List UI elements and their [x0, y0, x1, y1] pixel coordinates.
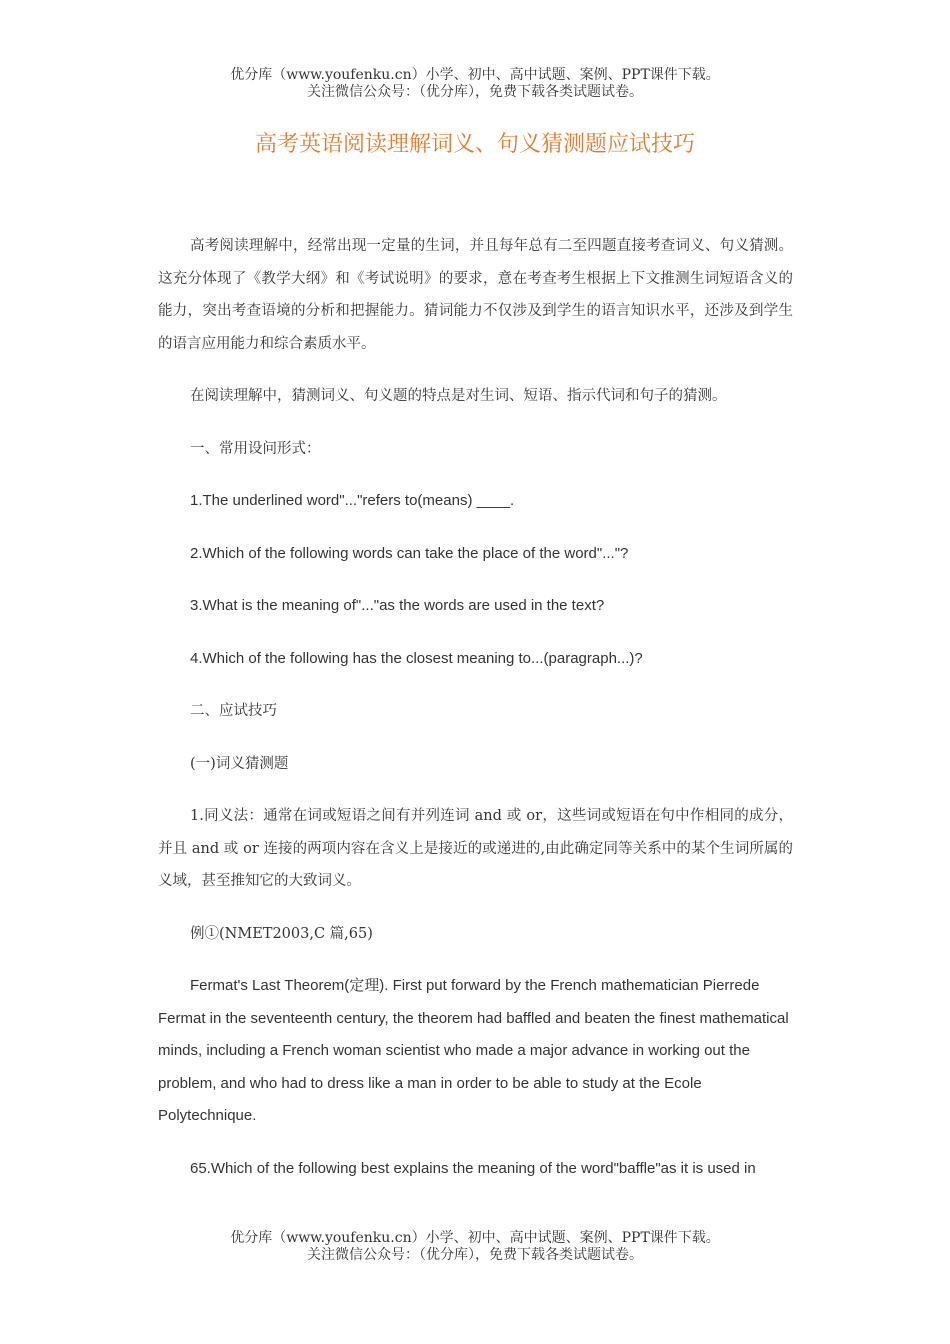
- question-form-3: 3.What is the meaning of"..."as the words are used in the text?: [190, 597, 605, 614]
- example-question-65: 65.Which of the following best explains the meaning of the word"baffle"as it is used in: [190, 1159, 756, 1177]
- subsection-heading-word-guessing: (一)词义猜测题: [190, 755, 289, 772]
- header-line-1: 优分库（www.youfenku.cn）小学、初中、高中试题、案例、PPT课件下载。: [230, 67, 720, 83]
- header-line-2: 关注微信公众号：（优分库），免费下载各类试题试卷。: [307, 84, 643, 100]
- footer-line-2: 关注微信公众号：（优分库），免费下载各类试题试卷。: [307, 1247, 643, 1263]
- page-header: [0, 67, 950, 101]
- section-heading-techniques: 二、应试技巧: [190, 703, 277, 719]
- example-label: 例①(NMET2003,C 篇,65): [190, 925, 373, 942]
- example-passage: Fermat's Last Theorem(定理). First put forward by the French mathematician Pierrede Fermat in the seventeenth century, the theorem had baffled and beaten the finest mathematical minds, including a French woman scientist who made a major advance in working out the problem, and who had to dress like a man in order to be able to study at the Ecole Polytechnique.: [158, 977, 789, 1124]
- intro-paragraph: 高考阅读理解中，经常出现一定量的生词，并且每年总有二至四题直接考查词义、句义猜测。这充分体现了《教学大纲》和《考试说明》的要求，意在考查考生根据上下文推测生词短语含义的能力，突出考查语境的分析和把握能力。猜词能力不仅涉及到学生的语言知识水平，还涉及到学生的语言应用能力和综合素质水平。: [158, 238, 793, 352]
- document-title: 高考英语阅读理解词义、句义猜测题应试技巧: [254, 132, 695, 157]
- question-form-4: 4.Which of the following has the closest meaning to...(paragraph...)?: [190, 649, 643, 667]
- document-body: [158, 230, 793, 1185]
- section-heading-question-forms: 一、常用设问形式：: [190, 440, 321, 457]
- method-synonym-paragraph: 1.同义法：通常在词或短语之间有并列连词 and 或 or，这些词或短语在句中作相同的成分，并且 and 或 or 连接的两项内容在含义上是接近的或递进的,由此确定同等关系中的某个生词所属的义域，甚至推知它的大致词义。: [158, 808, 793, 889]
- question-form-1: 1.The underlined word"..."refers to(means) ____.: [190, 492, 515, 509]
- features-paragraph: 在阅读理解中，猜测词义、句义题的特点是对生词、短语、指示代词和句子的猜测。: [190, 388, 727, 404]
- question-form-2: 2.Which of the following words can take the place of the word"..."?: [190, 544, 629, 562]
- page-footer: [0, 1230, 950, 1264]
- footer-line-1: 优分库（www.youfenku.cn）小学、初中、高中试题、案例、PPT课件下载。: [230, 1230, 720, 1246]
